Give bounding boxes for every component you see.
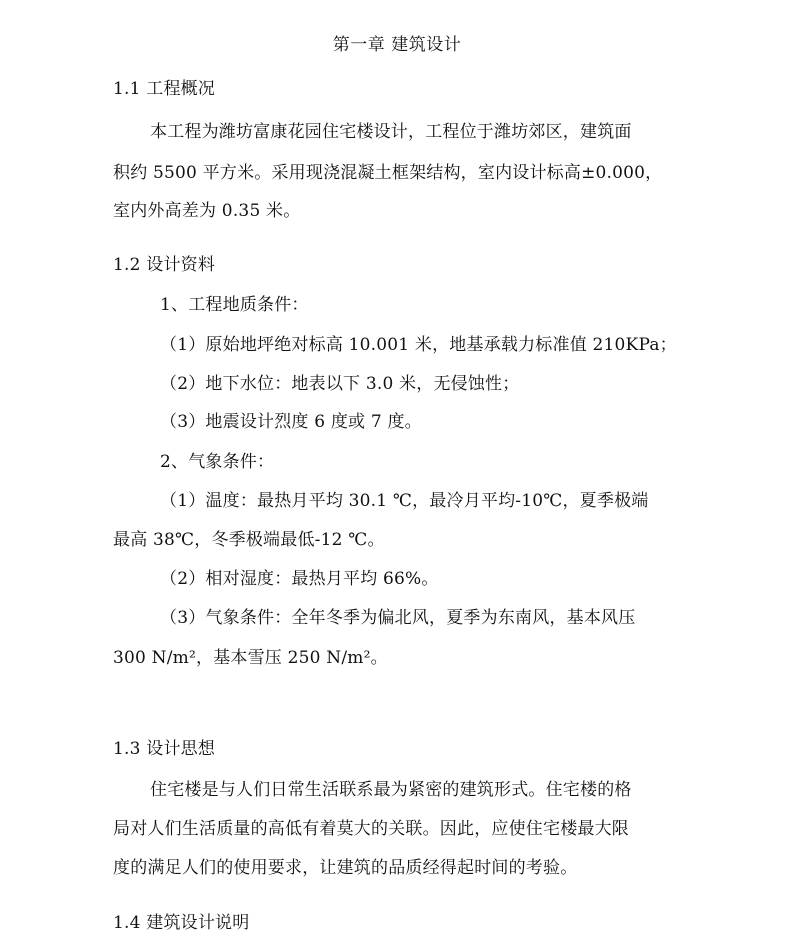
section-heading-1-2: 1.2 设计资料 (113, 255, 216, 275)
list-item: （3）气象条件：全年冬季为偏北风，夏季为东南风，基本风压 (160, 608, 636, 628)
section-heading-1-3: 1.3 设计思想 (113, 739, 216, 759)
paragraph-line: 室内外高差为 0.35 米。 (113, 201, 301, 221)
list-item-continuation: 最高 38℃，冬季极端最低-12 ℃。 (113, 530, 385, 550)
subsection-title-weather: 2、气象条件： (160, 452, 275, 472)
chapter-title: 第一章 建筑设计 (332, 35, 462, 55)
list-item: （1）温度：最热月平均 30.1 ℃，最冷月平均-10℃，夏季极端 (160, 491, 649, 511)
list-item: （1）原始地坪绝对标高 10.001 米，地基承载力标准值 210KPa； (160, 335, 677, 355)
section-heading-1-4: 1.4 建筑设计说明 (113, 913, 250, 933)
paragraph-line: 住宅楼是与人们日常生活联系最为紧密的建筑形式。住宅楼的格 (150, 780, 632, 800)
paragraph-line: 本工程为潍坊富康花园住宅楼设计，工程位于潍坊郊区，建筑面 (150, 122, 632, 142)
paragraph-line: 积约 5500 平方米。采用现浇混凝土框架结构，室内设计标高±0.000， (113, 163, 663, 183)
subsection-title-geology: 1、工程地质条件： (160, 295, 309, 315)
list-item: （2）地下水位：地表以下 3.0 米，无侵蚀性； (160, 374, 520, 394)
section-heading-1-1: 1.1 工程概况 (113, 79, 216, 99)
list-item: （2）相对湿度：最热月平均 66%。 (160, 569, 439, 589)
paragraph-line: 局对人们生活质量的高低有着莫大的关联。因此，应使住宅楼最大限 (113, 819, 629, 839)
list-item-continuation: 300 N/m²，基本雪压 250 N/m²。 (113, 648, 388, 668)
paragraph-line: 度的满足人们的使用要求，让建筑的品质经得起时间的考验。 (113, 858, 578, 878)
list-item: （3）地震设计烈度 6 度或 7 度。 (160, 412, 422, 432)
